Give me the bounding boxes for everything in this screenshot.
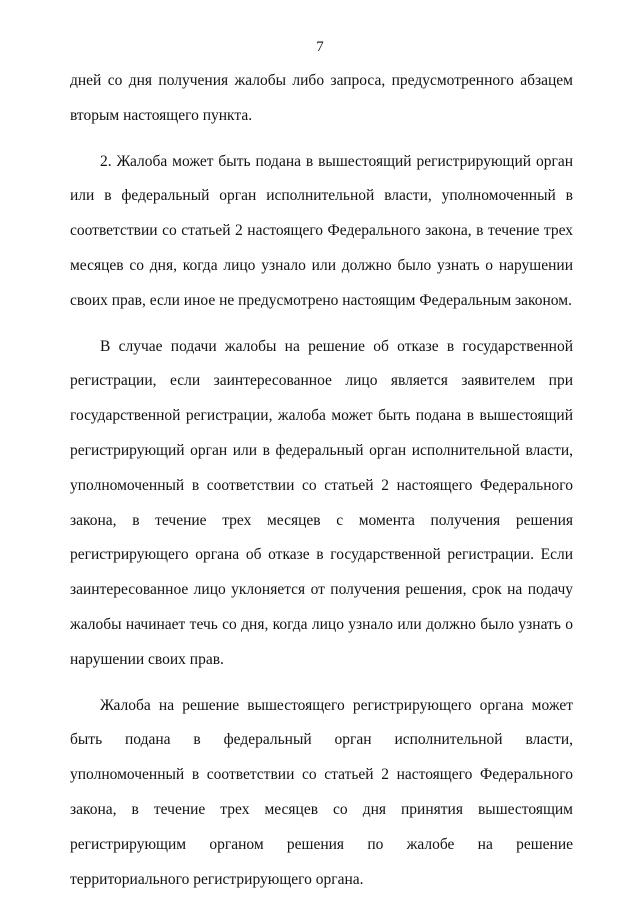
paragraph-clause-2: 2. Жалоба может быть подана в вышестоящий регистрирующий орган или в федеральный орган исполнительной власти, уполномоченный в соответствии со статьей 2 настоящего Федерального закона, в течение трех месяцев со дня, когда лицо узнало или должно было узнать о нарушении своих прав, если иное не предусмотрено настоящим Федеральным законом. <box>70 152 573 309</box>
paragraph-refusal-complaint: В случае подачи жалобы на решение об отказе в государственной регистрации, если заинтересованное лицо является заявителем при государственной регистрации, жалоба может быть подана в вышестоящий регистрирующий орган или в федеральный орган исполнительной власти, уполномоченный в соответствии со статьей 2 настоящего Федерального закона, в течение трех месяцев с момента получения решения регистрирующего органа об отказе в государственной регистрации. Если заинтересованное лицо уклоняется от получения решения, срок на подачу жалобы начинает течь со дня, когда лицо узнало или должно было узнать о нарушении своих прав. <box>70 337 573 668</box>
document-body <box>70 64 573 897</box>
paragraph-higher-authority-complaint: Жалоба на решение вышестоящего регистрирующего органа может быть подана в федеральный орган исполнительной власти, уполномоченный в соответствии со статьей 2 настоящего Федерального закона, в течение трех месяцев со дня принятия вышестоящим регистрирующим органом решения по жалобе на решение территориального регистрирующего органа. <box>70 696 573 888</box>
page-number: 7 <box>316 39 324 55</box>
paragraph-continuation: дней со дня получения жалобы либо запроса, предусмотренного абзацем вторым настоящего пункта. <box>70 72 573 124</box>
